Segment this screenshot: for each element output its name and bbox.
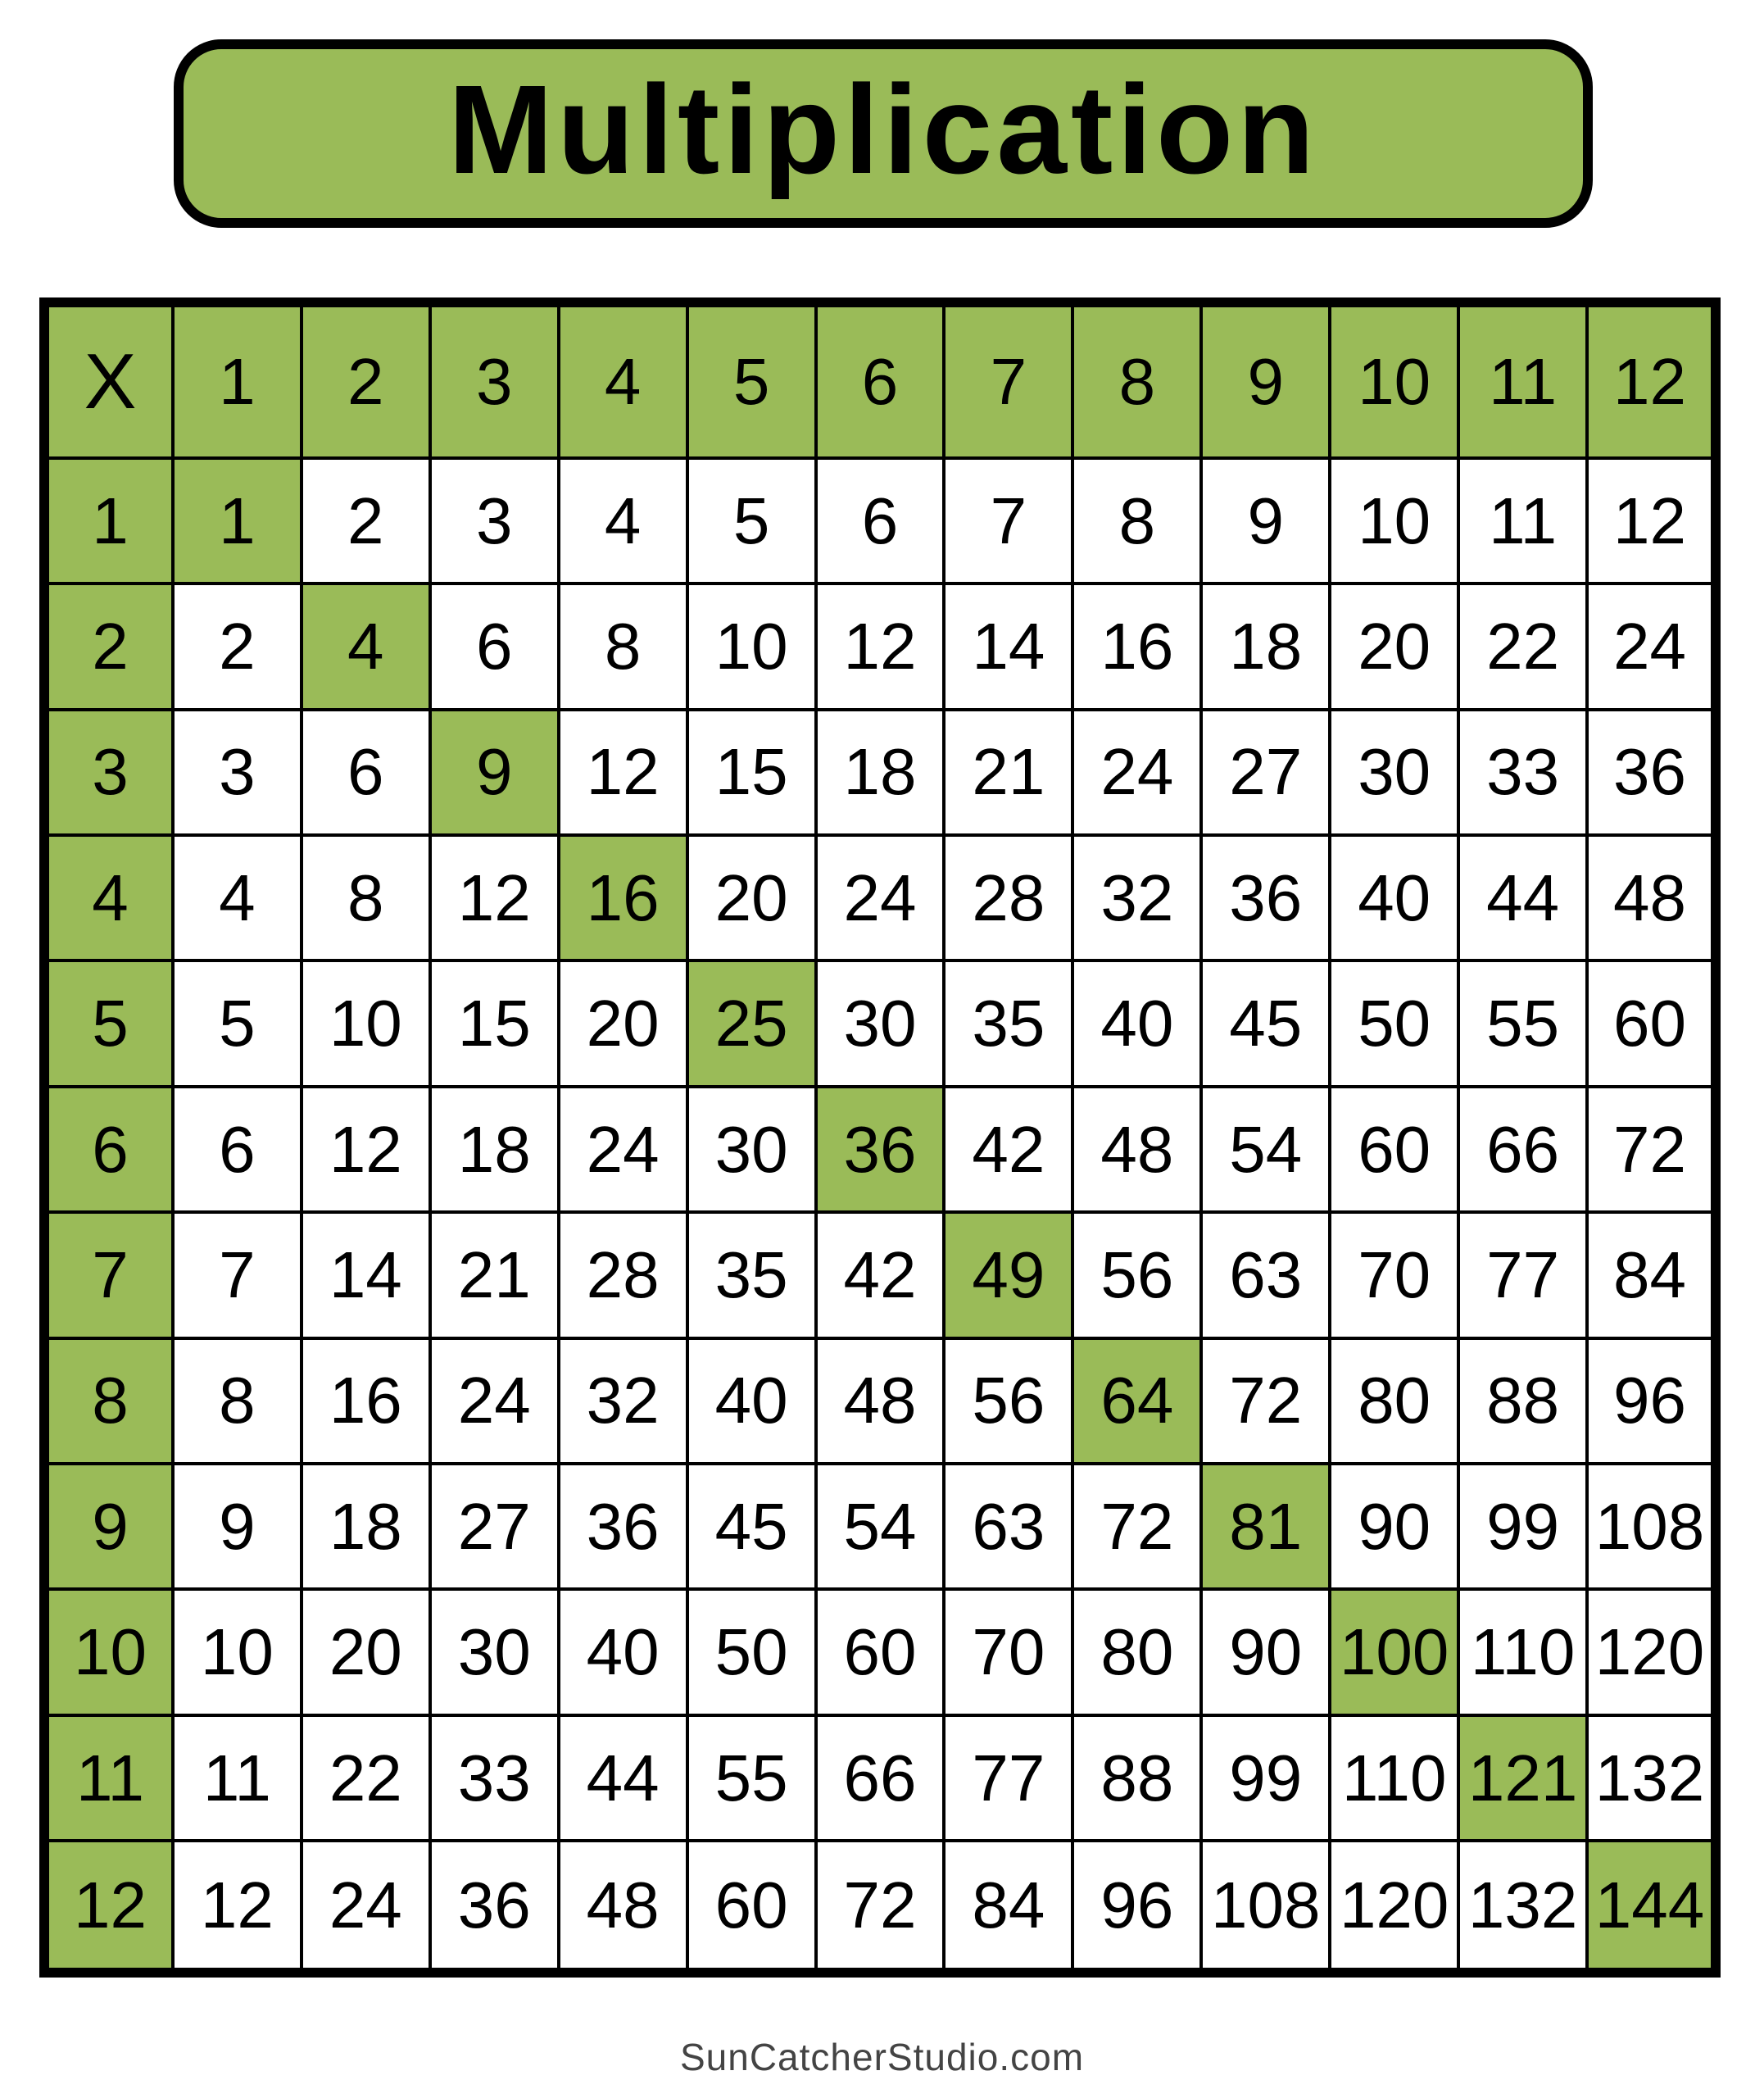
product-cell: 2: [173, 584, 302, 709]
table-row: [44, 1589, 1716, 1714]
product-cell: 27: [430, 1464, 559, 1589]
col-header-cell: 1: [173, 302, 302, 458]
title-banner: [174, 39, 1593, 228]
product-cell: 22: [1458, 584, 1587, 709]
product-cell: 24: [430, 1338, 559, 1464]
product-cell: 77: [1458, 1212, 1587, 1337]
product-cell: 70: [944, 1589, 1072, 1714]
header-row: [44, 302, 1716, 458]
product-cell: 24: [302, 1841, 430, 1973]
product-cell: 48: [816, 1338, 945, 1464]
product-cell: 72: [1072, 1464, 1201, 1589]
product-cell: 12: [816, 584, 945, 709]
product-cell: 80: [1072, 1589, 1201, 1714]
product-cell: 45: [687, 1464, 816, 1589]
product-cell: 72: [1201, 1338, 1330, 1464]
product-cell: 8: [302, 835, 430, 960]
product-cell: 32: [559, 1338, 687, 1464]
product-cell: 30: [430, 1589, 559, 1714]
table-row: [44, 1087, 1716, 1212]
product-cell: 20: [559, 960, 687, 1086]
product-cell: 77: [944, 1715, 1072, 1841]
product-cell: 56: [1072, 1212, 1201, 1337]
product-cell: 80: [1330, 1338, 1458, 1464]
product-cell: 24: [559, 1087, 687, 1212]
product-cell: 1: [173, 458, 302, 584]
product-cell: 60: [816, 1589, 945, 1714]
product-cell: 16: [1072, 584, 1201, 709]
product-cell: 100: [1330, 1589, 1458, 1714]
product-cell: 10: [173, 1589, 302, 1714]
col-header-cell: 3: [430, 302, 559, 458]
product-cell: 48: [1587, 835, 1716, 960]
product-cell: 70: [1330, 1212, 1458, 1337]
product-cell: 3: [430, 458, 559, 584]
product-cell: 50: [1330, 960, 1458, 1086]
product-cell: 54: [1201, 1087, 1330, 1212]
table-row: [44, 458, 1716, 584]
product-cell: 48: [559, 1841, 687, 1973]
table-row: [44, 710, 1716, 835]
product-cell: 42: [816, 1212, 945, 1337]
col-header-cell: 6: [816, 302, 945, 458]
product-cell: 60: [1330, 1087, 1458, 1212]
product-cell: 99: [1458, 1464, 1587, 1589]
product-cell: 2: [302, 458, 430, 584]
product-cell: 18: [430, 1087, 559, 1212]
product-cell: 20: [1330, 584, 1458, 709]
product-cell: 36: [1587, 710, 1716, 835]
product-cell: 7: [944, 458, 1072, 584]
product-cell: 35: [687, 1212, 816, 1337]
product-cell: 121: [1458, 1715, 1587, 1841]
product-cell: 99: [1201, 1715, 1330, 1841]
product-cell: 64: [1072, 1338, 1201, 1464]
row-header-cell: 11: [44, 1715, 173, 1841]
product-cell: 12: [559, 710, 687, 835]
product-cell: 12: [1587, 458, 1716, 584]
product-cell: 32: [1072, 835, 1201, 960]
product-cell: 18: [816, 710, 945, 835]
product-cell: 6: [173, 1087, 302, 1212]
product-cell: 25: [687, 960, 816, 1086]
product-cell: 40: [559, 1589, 687, 1714]
multiplication-table-body: [44, 302, 1716, 1973]
product-cell: 55: [687, 1715, 816, 1841]
product-cell: 21: [430, 1212, 559, 1337]
row-header-cell: 3: [44, 710, 173, 835]
product-cell: 40: [1072, 960, 1201, 1086]
product-cell: 8: [173, 1338, 302, 1464]
product-cell: 10: [687, 584, 816, 709]
product-cell: 20: [687, 835, 816, 960]
product-cell: 10: [1330, 458, 1458, 584]
product-cell: 18: [1201, 584, 1330, 709]
product-cell: 60: [1587, 960, 1716, 1086]
product-cell: 36: [559, 1464, 687, 1589]
col-header-cell: 8: [1072, 302, 1201, 458]
product-cell: 8: [559, 584, 687, 709]
product-cell: 63: [1201, 1212, 1330, 1337]
product-cell: 33: [1458, 710, 1587, 835]
product-cell: 20: [302, 1589, 430, 1714]
product-cell: 14: [944, 584, 1072, 709]
row-header-cell: 1: [44, 458, 173, 584]
product-cell: 110: [1330, 1715, 1458, 1841]
multiplication-table: [39, 297, 1721, 1978]
product-cell: 9: [173, 1464, 302, 1589]
product-cell: 30: [687, 1087, 816, 1212]
product-cell: 4: [559, 458, 687, 584]
product-cell: 50: [687, 1589, 816, 1714]
product-cell: 24: [816, 835, 945, 960]
product-cell: 55: [1458, 960, 1587, 1086]
row-header-cell: 6: [44, 1087, 173, 1212]
product-cell: 35: [944, 960, 1072, 1086]
product-cell: 12: [430, 835, 559, 960]
product-cell: 132: [1587, 1715, 1716, 1841]
product-cell: 6: [302, 710, 430, 835]
product-cell: 48: [1072, 1087, 1201, 1212]
col-header-cell: 5: [687, 302, 816, 458]
product-cell: 28: [559, 1212, 687, 1337]
product-cell: 12: [173, 1841, 302, 1973]
product-cell: 120: [1330, 1841, 1458, 1973]
product-cell: 27: [1201, 710, 1330, 835]
product-cell: 11: [173, 1715, 302, 1841]
product-cell: 42: [944, 1087, 1072, 1212]
corner-cell: X: [44, 302, 173, 458]
footer-credit: SunCatcherStudio.com: [679, 2036, 1085, 2078]
col-header-cell: 4: [559, 302, 687, 458]
row-header-cell: 9: [44, 1464, 173, 1589]
product-cell: 9: [1201, 458, 1330, 584]
product-cell: 40: [1330, 835, 1458, 960]
product-cell: 66: [816, 1715, 945, 1841]
product-cell: 63: [944, 1464, 1072, 1589]
product-cell: 144: [1587, 1841, 1716, 1973]
row-header-cell: 7: [44, 1212, 173, 1337]
product-cell: 14: [302, 1212, 430, 1337]
product-cell: 15: [430, 960, 559, 1086]
product-cell: 45: [1201, 960, 1330, 1086]
row-header-cell: 10: [44, 1589, 173, 1714]
row-header-cell: 12: [44, 1841, 173, 1973]
product-cell: 72: [1587, 1087, 1716, 1212]
col-header-cell: 10: [1330, 302, 1458, 458]
col-header-cell: 12: [1587, 302, 1716, 458]
product-cell: 81: [1201, 1464, 1330, 1589]
table-row: [44, 584, 1716, 709]
product-cell: 108: [1587, 1464, 1716, 1589]
product-cell: 4: [302, 584, 430, 709]
product-cell: 4: [173, 835, 302, 960]
product-cell: 120: [1587, 1589, 1716, 1714]
col-header-cell: 11: [1458, 302, 1587, 458]
product-cell: 56: [944, 1338, 1072, 1464]
page-title: Multiplication: [447, 59, 1319, 200]
product-cell: 88: [1458, 1338, 1587, 1464]
product-cell: 6: [816, 458, 945, 584]
product-cell: 132: [1458, 1841, 1587, 1973]
product-cell: 24: [1072, 710, 1201, 835]
product-cell: 8: [1072, 458, 1201, 584]
product-cell: 108: [1201, 1841, 1330, 1973]
product-cell: 36: [430, 1841, 559, 1973]
product-cell: 72: [816, 1841, 945, 1973]
row-header-cell: 2: [44, 584, 173, 709]
product-cell: 9: [430, 710, 559, 835]
table-row: [44, 960, 1716, 1086]
table-row: [44, 1464, 1716, 1589]
product-cell: 44: [1458, 835, 1587, 960]
row-header-cell: 8: [44, 1338, 173, 1464]
product-cell: 44: [559, 1715, 687, 1841]
product-cell: 84: [944, 1841, 1072, 1973]
product-cell: 15: [687, 710, 816, 835]
product-cell: 12: [302, 1087, 430, 1212]
table-row: [44, 1841, 1716, 1973]
product-cell: 66: [1458, 1087, 1587, 1212]
table-row: [44, 1212, 1716, 1337]
product-cell: 36: [1201, 835, 1330, 960]
product-cell: 110: [1458, 1589, 1587, 1714]
table-row: [44, 1338, 1716, 1464]
product-cell: 10: [302, 960, 430, 1086]
product-cell: 5: [173, 960, 302, 1086]
product-cell: 6: [430, 584, 559, 709]
product-cell: 7: [173, 1212, 302, 1337]
product-cell: 33: [430, 1715, 559, 1841]
product-cell: 16: [302, 1338, 430, 1464]
product-cell: 18: [302, 1464, 430, 1589]
product-cell: 16: [559, 835, 687, 960]
product-cell: 84: [1587, 1212, 1716, 1337]
product-cell: 11: [1458, 458, 1587, 584]
product-cell: 90: [1330, 1464, 1458, 1589]
product-cell: 24: [1587, 584, 1716, 709]
product-cell: 96: [1587, 1338, 1716, 1464]
product-cell: 40: [687, 1338, 816, 1464]
product-cell: 60: [687, 1841, 816, 1973]
product-cell: 96: [1072, 1841, 1201, 1973]
col-header-cell: 7: [944, 302, 1072, 458]
row-header-cell: 5: [44, 960, 173, 1086]
product-cell: 88: [1072, 1715, 1201, 1841]
product-cell: 28: [944, 835, 1072, 960]
product-cell: 21: [944, 710, 1072, 835]
col-header-cell: 2: [302, 302, 430, 458]
product-cell: 36: [816, 1087, 945, 1212]
product-cell: 30: [1330, 710, 1458, 835]
product-cell: 22: [302, 1715, 430, 1841]
product-cell: 3: [173, 710, 302, 835]
table-row: [44, 1715, 1716, 1841]
table-row: [44, 835, 1716, 960]
row-header-cell: 4: [44, 835, 173, 960]
product-cell: 49: [944, 1212, 1072, 1337]
product-cell: 90: [1201, 1589, 1330, 1714]
product-cell: 5: [687, 458, 816, 584]
product-cell: 30: [816, 960, 945, 1086]
product-cell: 54: [816, 1464, 945, 1589]
col-header-cell: 9: [1201, 302, 1330, 458]
